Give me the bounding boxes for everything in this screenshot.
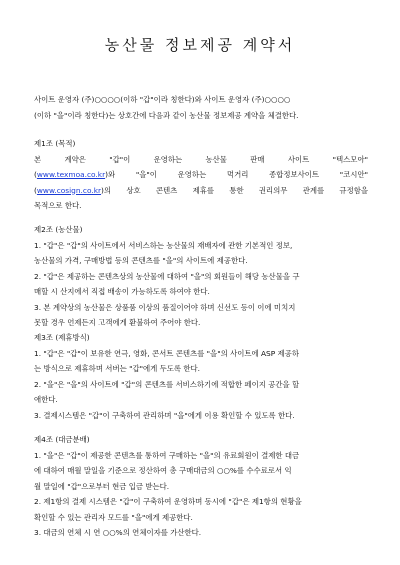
article-1-line-text: )와 "을"이 운영하는 먹거리 종합정보사이트 "코시안"	[105, 170, 368, 179]
intro-line: 사이트 운영자 (주)○○○○(이하 "갑"이라 칭한다)와 사이트 운영자 (주)○○○○	[34, 95, 291, 104]
intro-line: (이하 "을"이라 칭한다)는 상호간에 다음과 같이 농산물 정보제공 계약을 체결한다.	[34, 110, 299, 120]
article-1-line: (www.texmoa.co.kr)와 "을"이 운영하는 먹거리 종합정보사이트 "코시안"	[34, 170, 368, 179]
article-2-line: 매할 시 산지에서 직접 배송이 가능하도록 하여야 한다.	[34, 287, 210, 296]
article-2-line: 못할 경우 언제든지 고객에게 환불하여 주어야 한다.	[34, 318, 201, 327]
article-3-line: 3. 결제시스템은 "갑"이 구축하여 관리하며 "을"에게 이용 확인할 수 있도록 한다.	[34, 410, 295, 420]
article-4	[34, 432, 368, 541]
article-3	[34, 330, 368, 423]
article-3-line: 는 방식으로 제휴하며 서버는 "갑"에게 두도록 한다.	[34, 364, 201, 373]
article-2-line: 1. "갑"은 "갑"의 사이트에서 서비스하는 농산물의 재배자에 관한 기본적인 정보,	[34, 240, 293, 250]
article-2	[34, 222, 368, 331]
article-3-line: 2. "을"은 "을"의 사이트에 "갑"의 콘텐츠를 서비스하기에 적합한 페이지 공간을 할	[34, 379, 300, 389]
article-1	[34, 136, 368, 214]
article-4-line: 1. "을"은 "갑"이 제공한 콘텐츠를 통하여 구매하는 "을"의 유료회원이 결제한 대금	[34, 450, 300, 460]
article-1-line: 목적으로 한다.	[34, 201, 82, 210]
article-2-line: 농산물의 가격, 구매방법 등의 콘텐츠를 "을"의 사이트에 제공한다.	[34, 256, 248, 265]
article-1-line: (www.cosign.co.kr)의 상호 콘텐츠 제휴를 통한 권리의무 관계를 규정함을	[34, 185, 368, 195]
intro-paragraph	[34, 92, 368, 123]
document-title: 농산물 정보제공 계약서	[104, 36, 296, 54]
article-3-heading: 제3조 (제휴방식)	[34, 333, 90, 342]
article-4-heading: 제4조 (대금분배)	[34, 435, 90, 444]
article-2-line: 3. 본 계약상의 농산물은 상품품 이상의 품질이어야 하며 신선도 등이 이에 미치지	[34, 302, 296, 312]
article-2-line: 2. "갑"은 제공하는 콘텐츠상의 농산물에 대하여 "을"의 회원들이 해당 농산물을 구	[34, 271, 300, 281]
texmoa-link[interactable]: www.texmoa.co.kr	[36, 170, 106, 179]
article-3-line: 1. "갑"은 "갑"이 보유한 연극, 영화, 콘서트 콘텐츠를 "을"의 사이트에 ASP 제공하	[34, 348, 299, 358]
article-1-line: 본 계약은 "갑"이 운영하는 농산물 판매 사이트 "텍스모아"	[34, 154, 368, 164]
article-4-line: 월 말일에 "갑"으로부터 현금 입금 받는다.	[34, 481, 170, 491]
article-1-heading: 제1조 (목적)	[34, 139, 76, 148]
cosign-link[interactable]: www.cosign.co.kr	[36, 185, 102, 195]
article-4-line: 에 대하여 매월 말일을 기준으로 정산하여 총 구매대금의 ○○%를 수수료로서 익	[34, 466, 292, 475]
article-4-line: 확인할 수 있는 관리자 모드를 "을"에게 제공한다.	[34, 512, 193, 522]
article-3-line: 애한다.	[34, 395, 58, 404]
article-4-line: 3. 대금의 연체 시 연 ○○%의 연체이자를 가산한다.	[34, 528, 202, 537]
article-1-line-text: )의 상호 콘텐츠 제휴를 통한 권리의무 관계를 규정함을	[101, 185, 368, 195]
article-4-line: 2. 제1항의 결제 시스템은 "갑"이 구축하여 운영하며 동시에 "갑"은 제1항의 현황을	[34, 497, 302, 506]
article-2-heading: 제2조 (농산물)	[34, 225, 83, 234]
